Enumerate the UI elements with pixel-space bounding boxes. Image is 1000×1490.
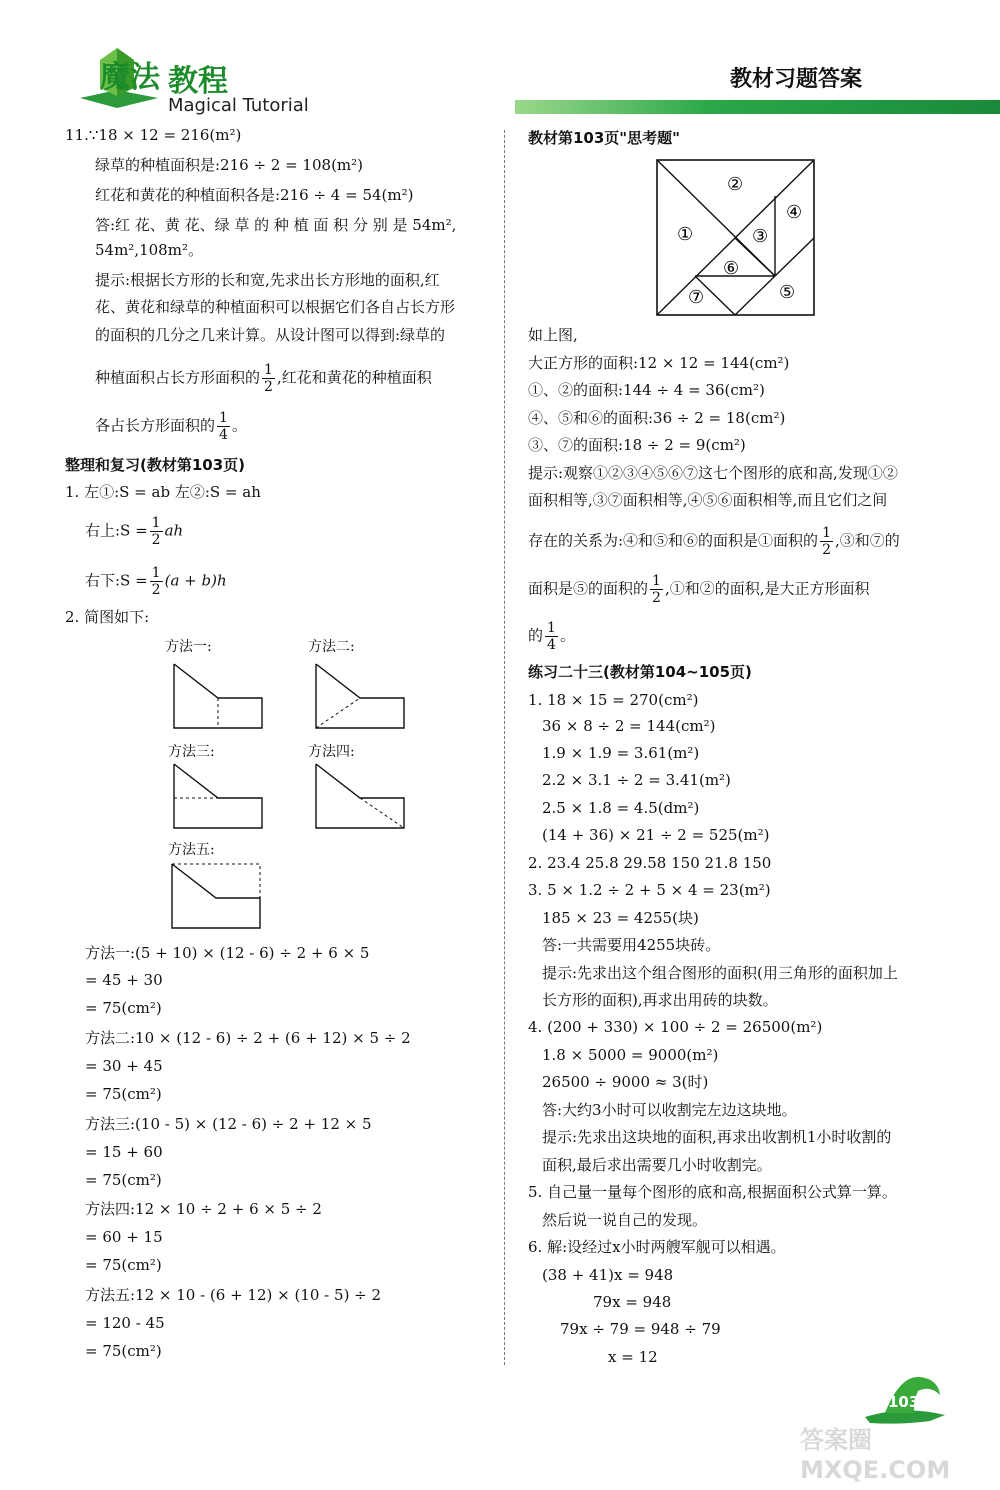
calc-line: 方法五:12 × 10 - (6 + 12) × (10 - 5) ÷ 2 — [85, 1286, 382, 1304]
practice-line: 1.9 × 1.9 = 3.61(m²) — [542, 744, 700, 762]
practice-line: 185 × 23 = 4255(块) — [542, 909, 699, 927]
denominator: 2 — [822, 542, 831, 558]
think-line: 大正方形的面积:12 × 12 = 144(cm²) — [528, 354, 790, 372]
q11-line: 54m²,108m²。 — [95, 241, 203, 259]
practice-line: 79x ÷ 79 = 948 ÷ 79 — [560, 1320, 721, 1338]
method-label: 方法一: — [165, 639, 212, 655]
calc-line: = 45 + 30 — [85, 971, 163, 989]
watermark: 答案圈 MXQE.COM — [800, 1426, 951, 1484]
tangram-label: ③ — [752, 226, 769, 247]
practice-line: 36 × 8 ÷ 2 = 144(cm²) — [542, 717, 716, 735]
think-line: ①、②的面积:144 ÷ 4 = 36(cm²) — [528, 381, 765, 399]
practice-line: 答:一共需要用4255块砖。 — [542, 936, 721, 954]
practice-line: 4. (200 + 330) × 100 ÷ 2 = 26500(m²) — [528, 1018, 823, 1036]
text: 的 — [528, 626, 544, 645]
q1-line: 1. 左①:S = ab 左②:S = ah — [65, 483, 261, 501]
numerator: 1 — [652, 573, 661, 589]
q1-line — [85, 515, 183, 548]
fraction — [150, 515, 163, 548]
section-title: 整理和复习(教材第103页) — [65, 456, 246, 474]
think-line: ④、⑤和⑥的面积:36 ÷ 2 = 18(cm²) — [528, 409, 786, 427]
denominator: 2 — [151, 532, 161, 548]
practice-line: x = 12 — [608, 1348, 658, 1366]
text: 面积是⑤的面积的 — [528, 579, 649, 598]
practice-line: (14 + 36) × 21 ÷ 2 = 525(m²) — [542, 826, 770, 844]
calc-line: = 15 + 60 — [85, 1143, 163, 1161]
tangram-label: ① — [677, 224, 694, 245]
logo-cn: 魔法 — [100, 60, 160, 95]
practice-line: 2. 23.4 25.8 29.58 150 21.8 150 — [528, 854, 772, 872]
header-bar — [515, 100, 1000, 114]
text: 各占长方形面积的 — [95, 416, 216, 435]
tangram-label: ⑥ — [723, 258, 740, 279]
tangram-label: ⑦ — [688, 287, 705, 308]
practice-line: 3. 5 × 1.2 ÷ 2 + 5 × 4 = 23(m²) — [528, 881, 771, 899]
practice-line: 2.5 × 1.8 = 4.5(dm²) — [542, 799, 700, 817]
method-3-diagram — [170, 762, 270, 832]
practice-line: 提示:先求出这个组合图形的面积(用三角形的面积加上 — [542, 964, 898, 982]
practice-line: 5. 自己量一量每个图形的底和高,根据面积公式算一算。 — [528, 1183, 897, 1201]
column-divider — [504, 130, 505, 1365]
q11-line: 的面积的几分之几来计算。从设计图可以得到:绿草的 — [95, 326, 446, 344]
numerator: 1 — [547, 620, 556, 636]
logo-subtitle: Magical Tutorial — [168, 95, 309, 116]
q11-line: 绿草的种植面积是:216 ÷ 2 = 108(m²) — [95, 156, 364, 174]
method-label: 方法四: — [308, 744, 355, 760]
think-line: 面积相等,③⑦面积相等,④⑤⑥面积相等,而且它们之间 — [528, 491, 888, 509]
tangram-diagram — [655, 158, 817, 318]
numerator: 1 — [151, 565, 161, 581]
practice-line: 面积,最后求出需要几小时收割完。 — [542, 1156, 772, 1174]
q11-fraction-line — [95, 410, 247, 443]
practice-line: 1. 18 × 15 = 270(cm²) — [528, 691, 699, 709]
practice-line: 长方形的面积),再求出用砖的块数。 — [542, 991, 778, 1009]
calc-line: 方法四:12 × 10 ÷ 2 + 6 × 5 ÷ 2 — [85, 1200, 322, 1218]
think-title: 教材第103页"思考题" — [528, 129, 680, 147]
numerator: 1 — [151, 515, 161, 531]
fraction — [545, 620, 558, 653]
text: ah — [164, 521, 184, 540]
think-fraction-line — [528, 620, 575, 653]
method-label: 方法五: — [168, 842, 215, 858]
calc-line: = 120 - 45 — [85, 1314, 165, 1332]
fraction — [262, 362, 275, 395]
practice-line: 答:大约3小时可以收割完左边这块地。 — [542, 1101, 797, 1119]
calc-line: = 75(cm²) — [85, 999, 162, 1017]
q11-line: 提示:根据长方形的长和宽,先求出长方形地的面积,红 — [95, 271, 440, 289]
numerator: 1 — [264, 362, 273, 378]
practice-line: 6. 解:设经过x小时两艘军舰可以相遇。 — [528, 1238, 786, 1256]
denominator: 2 — [151, 582, 161, 598]
calc-line: = 75(cm²) — [85, 1342, 162, 1360]
text: ,红花和黄花的种植面积 — [276, 368, 432, 387]
calc-line: 方法二:10 × (12 - 6) ÷ 2 + (6 + 12) × 5 ÷ 2 — [85, 1029, 411, 1047]
numerator: 1 — [822, 525, 831, 541]
text: (a + b)h — [164, 571, 227, 590]
q11-line: 11.∵18 × 12 = 216(m²) — [65, 126, 242, 144]
fraction — [217, 410, 230, 443]
q1-line — [85, 565, 227, 598]
method-5-diagram — [168, 860, 268, 932]
practice-line: 79x = 948 — [593, 1293, 672, 1311]
text: 存在的关系为:④和⑤和⑥的面积是①面积的 — [528, 531, 819, 550]
method-label: 方法三: — [168, 744, 215, 760]
practice-line: 26500 ÷ 9000 ≈ 3(时) — [542, 1073, 709, 1091]
practice-line: 1.8 × 5000 = 9000(m²) — [542, 1046, 719, 1064]
q11-line: 红花和黄花的种植面积各是:216 ÷ 4 = 54(m²) — [95, 186, 414, 204]
tangram-label: ④ — [786, 202, 803, 223]
numerator: 1 — [219, 410, 228, 426]
think-fraction-line — [528, 525, 900, 558]
fraction — [150, 565, 163, 598]
calc-line: 方法一:(5 + 10) × (12 - 6) ÷ 2 + 6 × 5 — [85, 944, 370, 962]
think-line: ③、⑦的面积:18 ÷ 2 = 9(cm²) — [528, 436, 746, 454]
text: 右下:S = — [85, 571, 148, 590]
text: ,③和⑦的 — [834, 531, 900, 550]
think-line: 提示:观察①②③④⑤⑥⑦这七个图形的底和高,发现①② — [528, 464, 898, 482]
text: 右上:S = — [85, 521, 148, 540]
method-label: 方法二: — [308, 639, 355, 655]
think-fraction-line — [528, 573, 869, 606]
practice-line: 然后说一说自己的发现。 — [542, 1211, 708, 1229]
tangram-label: ② — [727, 174, 744, 195]
denominator: 4 — [219, 427, 228, 443]
text: 种植面积占长方形面积的 — [95, 368, 261, 387]
fraction — [650, 573, 663, 606]
q11-line: 花、黄花和绿草的种植面积可以根据它们各自占长方形 — [95, 298, 456, 316]
method-1-diagram — [170, 662, 270, 732]
practice-line: 2.2 × 3.1 ÷ 2 = 3.41(m²) — [542, 771, 731, 789]
fraction — [820, 525, 833, 558]
logo-title: 教程 — [168, 64, 228, 99]
q11-fraction-line — [95, 362, 432, 395]
calc-line: = 75(cm²) — [85, 1256, 162, 1274]
page-number: 103 — [888, 1393, 920, 1411]
think-line: 如上图, — [528, 326, 578, 344]
calc-line: = 60 + 15 — [85, 1228, 163, 1246]
calc-line: 方法三:(10 - 5) × (12 - 6) ÷ 2 + 12 × 5 — [85, 1115, 372, 1133]
tangram-label: ⑤ — [779, 282, 796, 303]
text: ,①和②的面积,是大正方形面积 — [664, 579, 870, 598]
denominator: 2 — [652, 590, 661, 606]
page-header-title: 教材习题答案 — [730, 67, 863, 92]
calc-line: = 30 + 45 — [85, 1057, 163, 1075]
denominator: 2 — [264, 379, 273, 395]
practice-line: 提示:先求出这块地的面积,再求出收割机1小时收割的 — [542, 1128, 892, 1146]
method-4-diagram — [312, 762, 412, 832]
denominator: 4 — [547, 637, 556, 653]
method-2-diagram — [312, 662, 412, 732]
calc-line: = 75(cm²) — [85, 1085, 162, 1103]
text: 。 — [231, 416, 247, 435]
text: 。 — [559, 626, 575, 645]
q2-line: 2. 简图如下: — [65, 608, 150, 626]
practice-title: 练习二十三(教材第104~105页) — [528, 663, 752, 681]
q11-line: 答:红 花、黄 花、绿 草 的 种 植 面 积 分 别 是 54m², — [95, 216, 457, 234]
calc-line: = 75(cm²) — [85, 1171, 162, 1189]
practice-line: (38 + 41)x = 948 — [542, 1266, 674, 1284]
